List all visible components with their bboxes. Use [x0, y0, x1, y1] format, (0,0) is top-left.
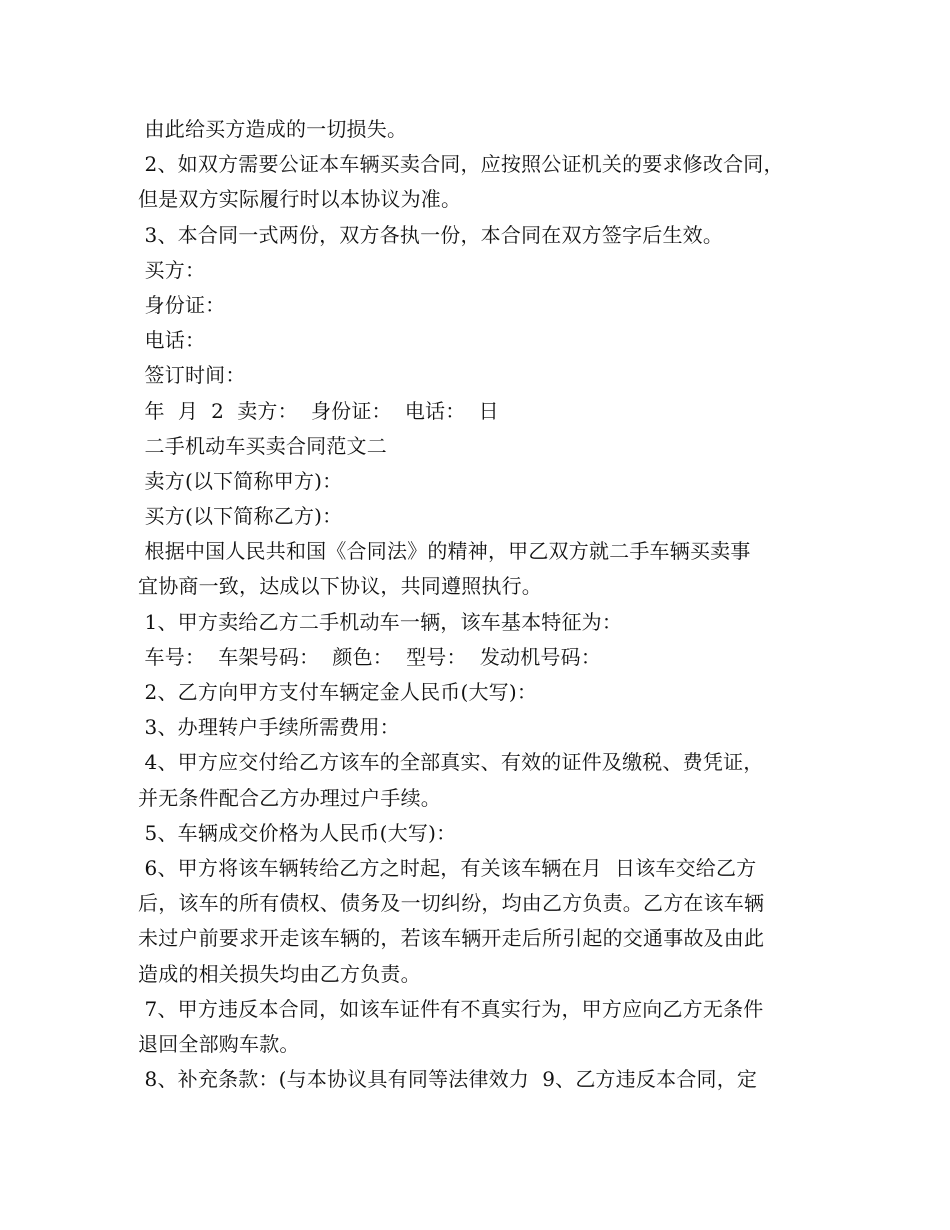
- text-line: 3、本合同一式两份，双方各执一份，本合同在双方签字后生效。: [138, 222, 724, 247]
- text-line: 签订时间：: [138, 363, 246, 388]
- text-line: 由此给买方造成的一切损失。: [138, 117, 408, 141]
- text-line: 6、甲方将该车辆转给乙方之时起，有关该车辆在月 日该车交给乙方: [138, 855, 757, 880]
- section-title: 二手机动车买卖合同范文二: [138, 433, 387, 458]
- text-line: 1、甲方卖给乙方二手机动车一辆，该车基本特征为：: [138, 609, 623, 634]
- text-line: 但是双方实际履行时以本协议为准。: [138, 187, 462, 212]
- text-line: 车号： 车架号码： 颜色： 型号： 发动机号码：: [138, 644, 602, 669]
- text-line: 造成的相关损失均由乙方负责。: [138, 961, 421, 986]
- text-line: 身份证：: [138, 292, 226, 317]
- text-line: 8、补充条款：(与本协议具有同等法律效力 9、乙方违反本合同，定: [138, 1067, 758, 1092]
- text-line: 后，该车的所有债权、债务及一切纠纷，均由乙方负责。乙方在该车辆: [138, 891, 765, 916]
- text-line: 未过户前要求开走该车辆的，若该车辆开走后所引起的交通事故及由此: [138, 926, 765, 951]
- text-line: 并无条件配合乙方办理过户手续。: [138, 785, 441, 810]
- text-line: 2、如双方需要公证本车辆买卖合同，应按照公证机关的要求修改合同，: [138, 152, 784, 177]
- document-body: [138, 112, 818, 1097]
- text-line: 买方(以下简称乙方)：: [138, 504, 343, 529]
- text-line: 根据中国人民共和国《合同法》的精神，甲乙双方就二手车辆买卖事: [138, 539, 751, 564]
- text-line: 年 月 2 卖方： 身份证： 电话： 日: [138, 398, 499, 423]
- text-line: 卖方(以下简称甲方)：: [138, 468, 343, 493]
- text-line: 买方：: [138, 257, 206, 282]
- text-line: 3、办理转户手续所需费用：: [138, 715, 400, 740]
- text-line: 电话：: [138, 328, 206, 353]
- text-line: 7、甲方违反本合同，如该车证件有不真实行为，甲方应向乙方无条件: [138, 996, 764, 1021]
- text-line: 5、车辆成交价格为人民币(大写)：: [138, 820, 457, 845]
- text-line: 4、甲方应交付给乙方该车的全部真实、有效的证件及缴税、费凭证，: [138, 750, 764, 775]
- text-line: 2、乙方向甲方支付车辆定金人民币(大写)：: [138, 680, 538, 704]
- text-line: 宜协商一致，达成以下协议，共同遵照执行。: [138, 574, 542, 599]
- text-line: 退回全部购车款。: [138, 1031, 300, 1056]
